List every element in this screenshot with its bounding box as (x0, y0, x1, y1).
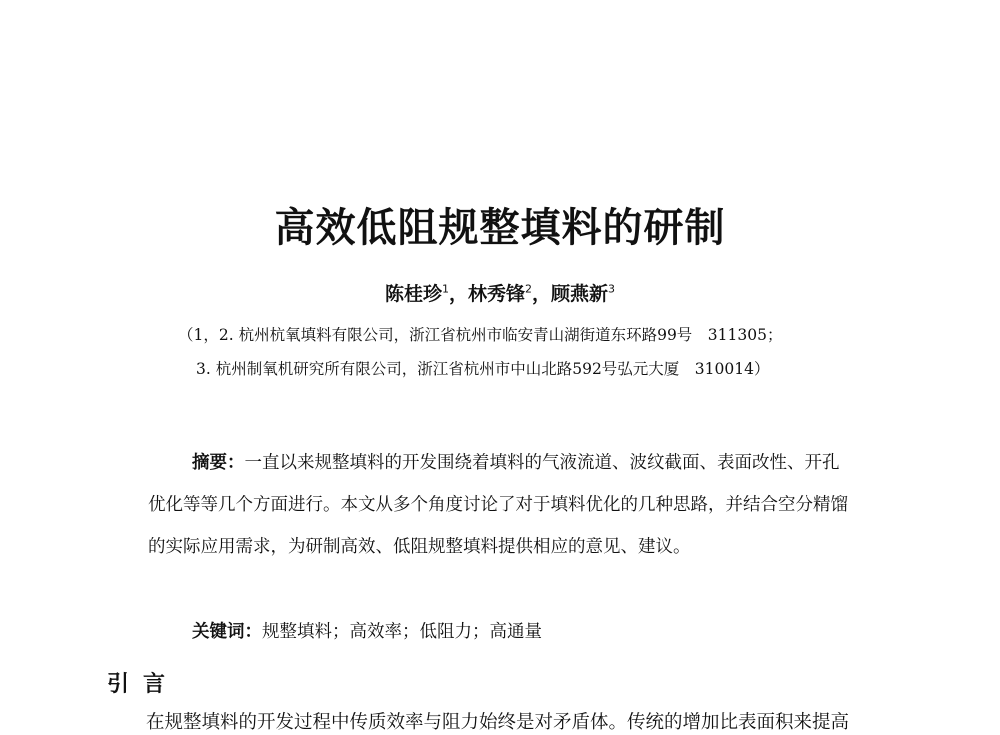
author-separator: ， (532, 283, 552, 305)
affiliation-line: （1，2. 杭州杭氧填料有限公司，浙江省杭州市临安青山湖街道东环路99号 311305； (178, 326, 783, 344)
abstract-block (148, 442, 848, 568)
abstract-paragraph (148, 442, 848, 568)
author-affiliation-marker: 1 (441, 282, 449, 296)
author-name: 陈桂珍 (384, 283, 442, 305)
abstract-label: 摘要： (192, 453, 245, 473)
keywords-label: 关键词： (192, 622, 262, 642)
author-name: 顾燕新 (551, 283, 609, 305)
author-line (0, 279, 1000, 306)
author-name: 林秀锋 (467, 283, 525, 305)
author-affiliation-marker: 3 (608, 282, 616, 296)
author-affiliation-marker: 2 (525, 282, 532, 296)
section-heading: 引言 (107, 672, 180, 697)
keywords-line (192, 618, 542, 643)
affiliation-line: 3. 杭州制氧机研究所有限公司，浙江省杭州市中山北路592号弘元大厦 310014） (196, 360, 770, 378)
paper-title: 高效低阻规整填料的研制 (274, 205, 726, 251)
author-separator: ， (448, 283, 468, 305)
body-paragraph-start: 在规整填料的开发过程中传质效率与阻力始终是对矛盾体。传统的增加比表面积来提高 (146, 712, 850, 733)
keywords-text: 规整填料；高效率；低阻力；高通量 (262, 622, 542, 642)
abstract-text: 一直以来规整填料的开发围绕着填料的气液流道、波纹截面、表面改性、开孔优化等等几个方面进行。本文从多个角度讨论了对于填料优化的几种思路，并结合空分精馏的实际应用需求，为研制高效、低阻规整填料提供相应的意见、建议。 (148, 453, 848, 557)
